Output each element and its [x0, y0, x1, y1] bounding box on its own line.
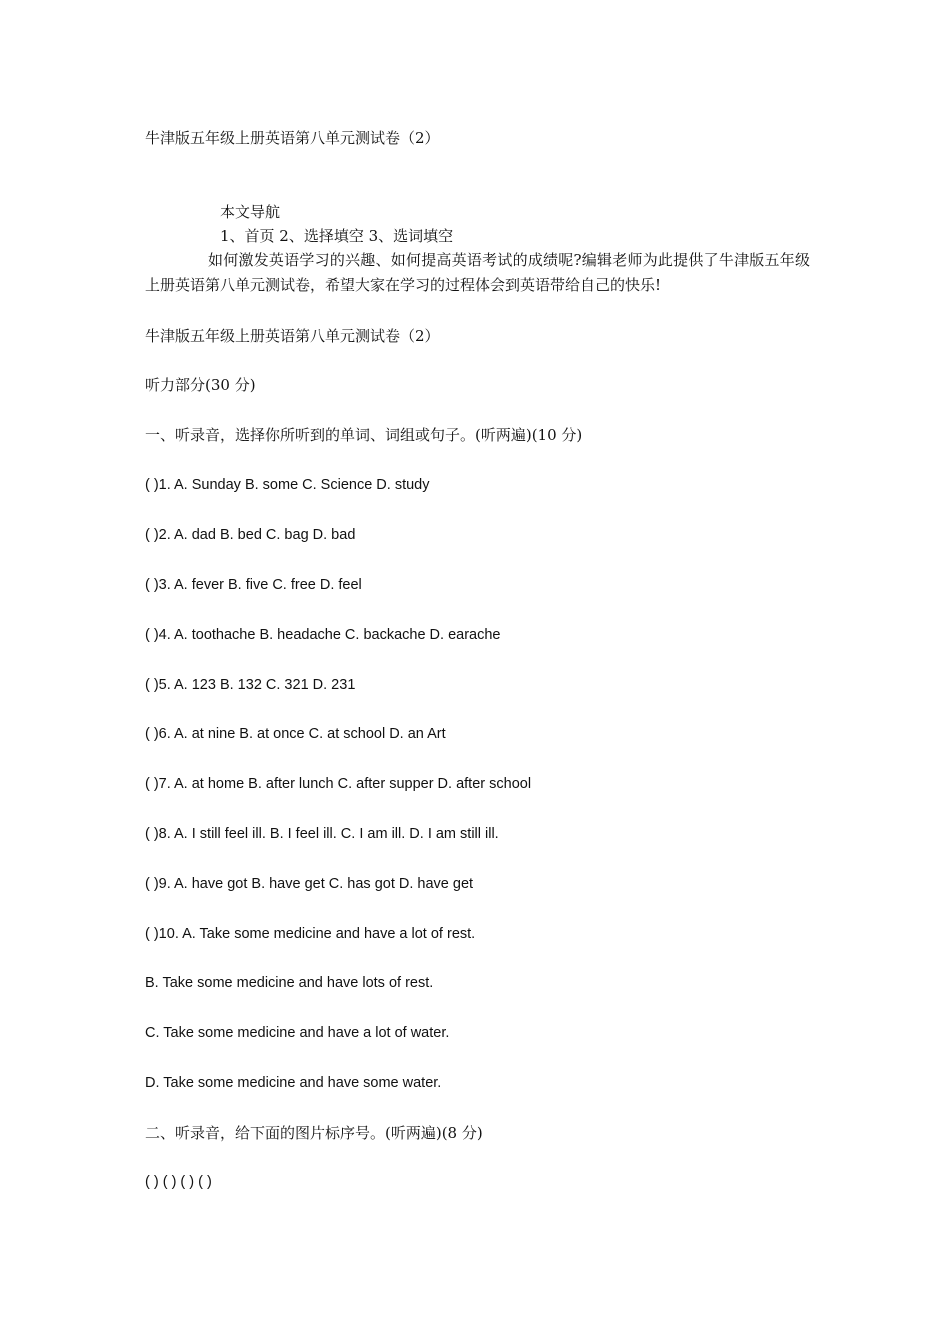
- nav-heading: 本文导航: [220, 203, 281, 221]
- part2-heading: 二、听录音，给下面的图片标序号。(听两遍)(8 分): [145, 1124, 483, 1142]
- question-3: ( )3. A. fever B. five C. free D. feel: [145, 577, 362, 593]
- section-listening: 听力部分(30 分): [145, 376, 256, 394]
- question-1: ( )1. A. Sunday B. some C. Science D. study: [145, 477, 430, 493]
- intro-paragraph: 如何激发英语学习的兴趣、如何提高英语考试的成绩呢?编辑老师为此提供了牛津版五年级上册英语第八单元测试卷，希望大家在学习的过程体会到英语带给自己的快乐!: [145, 251, 810, 294]
- subtitle: 牛津版五年级上册英语第八单元测试卷（2）: [145, 327, 440, 345]
- part2-blanks: ( ) ( ) ( ) ( ): [145, 1174, 212, 1190]
- nav-links[interactable]: 1、首页 2、选择填空 3、选词填空: [220, 227, 454, 245]
- question-7: ( )7. A. at home B. after lunch C. after supper D. after school: [145, 776, 532, 792]
- question-2: ( )2. A. dad B. bed C. bag D. bad: [145, 527, 356, 543]
- question-4: ( )4. A. toothache B. headache C. backache D. earache: [145, 627, 501, 643]
- question-9: ( )9. A. have got B. have get C. has got D. have get: [145, 876, 474, 892]
- question-8: ( )8. A. I still feel ill. B. I feel ill. C. I am ill. D. I am still ill.: [145, 826, 499, 842]
- document-title: 牛津版五年级上册英语第八单元测试卷（2）: [145, 129, 440, 147]
- q10-option-b: B. Take some medicine and have lots of rest.: [145, 975, 434, 991]
- question-10: ( )10. A. Take some medicine and have a lot of rest.: [145, 926, 476, 942]
- q10-option-c: C. Take some medicine and have a lot of water.: [145, 1025, 450, 1041]
- part1-heading: 一、听录音，选择你所听到的单词、词组或句子。(听两遍)(10 分): [145, 426, 583, 444]
- question-5: ( )5. A. 123 B. 132 C. 321 D. 231: [145, 677, 356, 693]
- q10-option-d: D. Take some medicine and have some water.: [145, 1075, 442, 1091]
- question-6: ( )6. A. at nine B. at once C. at school D. an Art: [145, 726, 446, 742]
